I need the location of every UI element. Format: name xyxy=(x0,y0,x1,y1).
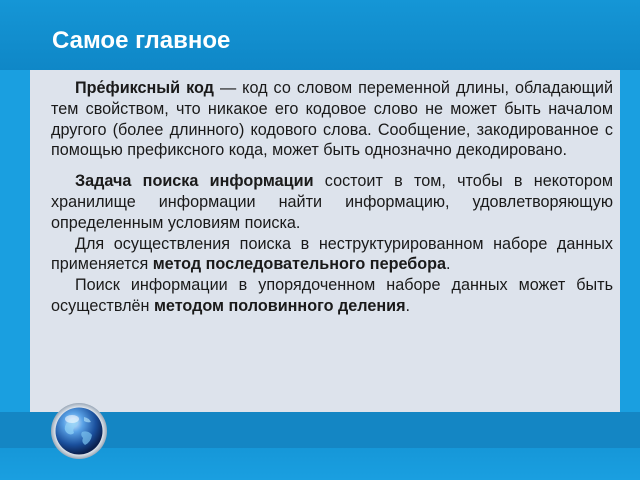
slide-title: Самое главное xyxy=(52,27,231,54)
paragraph-search-task xyxy=(51,171,613,233)
term-binary-search: методом половинного деления xyxy=(153,296,406,315)
sequential-search-end: . xyxy=(446,255,451,274)
binary-search-intro: Поиск информации в упорядоченном наборе данных может быть осуществлён xyxy=(51,276,613,315)
binary-search-end: . xyxy=(405,296,411,315)
slide-body xyxy=(51,78,613,317)
term-search-task: Задача поиска информации xyxy=(75,172,314,191)
term-sequential-search: метод последовательного перебора xyxy=(152,255,447,274)
search-task-definition: состоит в том, чтобы в некотором хранилище информации найти информацию, удовлетворяющую определенным условиям поиска. xyxy=(51,172,614,232)
paragraph-prefix-code xyxy=(51,78,613,161)
term-prefix-code: Пре́фиксный код xyxy=(75,79,214,97)
prefix-code-definition: — код со словом переменной длины, обладающий тем свойством, что никакое его кодовое слово не может быть началом другого (более длинного) кодового слова. Сообщение, закодированное с помощью префиксного кода, может быть однозначно декодировано. xyxy=(51,79,614,160)
paragraph-binary-search xyxy=(51,275,613,317)
globe-icon xyxy=(50,402,108,460)
paragraph-sequential-search xyxy=(51,234,613,276)
sequential-search-intro: Для осуществления поиска в неструктурированном наборе данных применяется xyxy=(51,234,613,274)
